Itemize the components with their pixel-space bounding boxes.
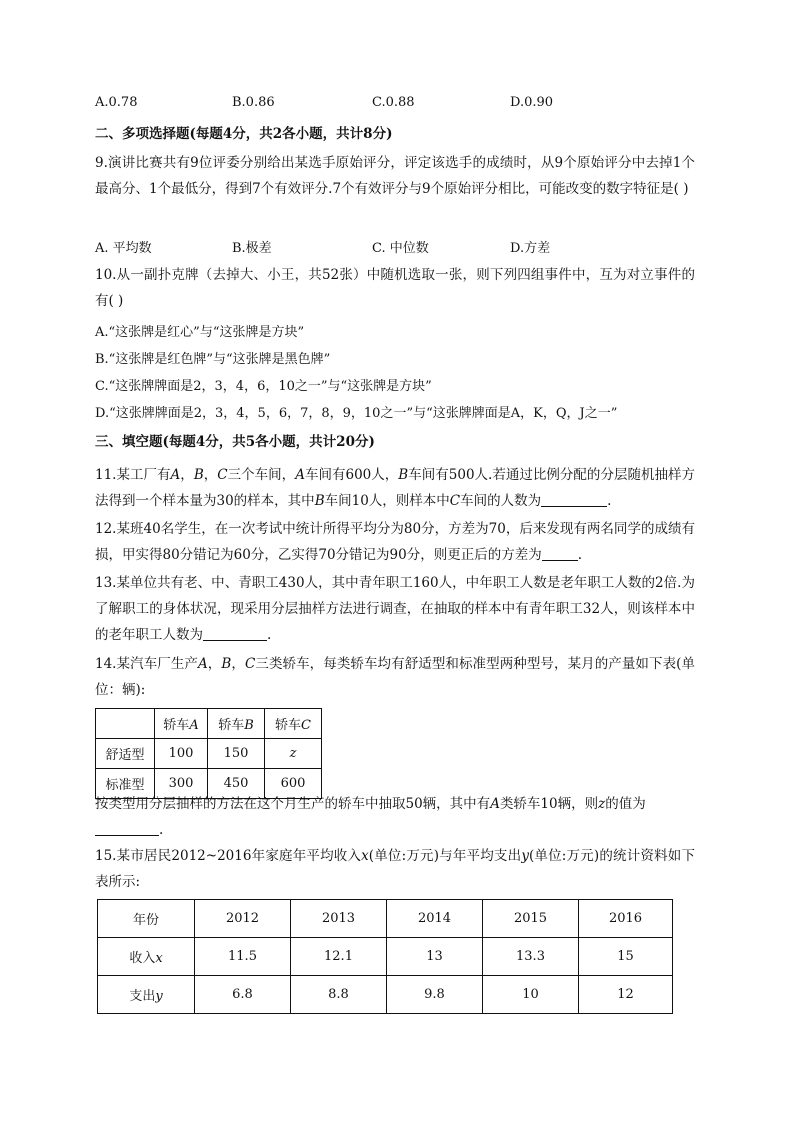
table-header-cell: 轿车B [208,709,265,739]
q14-table [95,708,322,799]
q9-option-d: D.方差 [510,241,551,256]
q11-answer-blank[interactable] [541,492,607,507]
table-cell: 100 [155,739,208,769]
q8-option-c: C.0.88 [372,95,415,110]
q15-table [97,899,673,1014]
q13-text: 13.某单位共有老、中、青职工430人，其中青年职工160人，中年职工人数是老年职工人数的2倍.为了解职工的身体状况，现采用分层抽样方法进行调查，在抽取的样本中有青年职工32人，则该样本中的老年职工人数为 . [95,575,695,643]
q8-options [95,95,715,115]
q11-text: 11.某工厂有A，B，C三个车间，A车间有600人，B车间有500人.若通过比例分配的分层随机抽样方法得到一个样本量为30的样本，其中B车间10人，则样本中C车间的人数为 . [95,467,696,509]
q9-option-c: C. 中位数 [372,241,429,256]
q10-text: 10.从一副扑克牌（去掉大、小王，共52张）中随机选取一张，则下列四组事件中，互为对立事件的有( ) [95,267,695,309]
table-cell: 舒适型 [96,739,155,769]
q8-option-d: D.0.90 [510,95,554,110]
table-row [96,739,322,769]
table-row [98,938,673,976]
table-cell: 12 [579,976,673,1014]
table-cell: 450 [208,769,265,799]
table-header-cell: 轿车C [265,709,322,739]
table-header-cell: 2016 [579,900,673,938]
table-header-cell: 2014 [387,900,483,938]
q8-option-a: A.0.78 [95,95,138,110]
table-cell: 13 [387,938,483,976]
table-header-cell: 2015 [483,900,579,938]
q9-option-a: A. 平均数 [95,241,152,256]
q15-text: 15.某市居民2012~2016年家庭年平均收入x(单位:万元)与年平均支出y(单位:万元)的统计资料如下表所示: [95,848,695,890]
table-cell: 13.3 [483,938,579,976]
table-header-cell: 轿车A [155,709,208,739]
table-cell: 150 [208,739,265,769]
table-cell: 11.5 [195,938,291,976]
table-cell: 收入x [98,938,195,976]
table-cell: 600 [265,769,322,799]
section-3-title: 三、填空题(每题4分，共5各小题，共计20分) [95,434,375,450]
q9-options [95,237,715,257]
table-cell: z [265,739,322,769]
table-cell: 15 [579,938,673,976]
q14-text: 14.某汽车厂生产A，B，C三类轿车，每类轿车均有舒适型和标准型两种型号，某月的产量如下表(单位：辆): [95,656,695,698]
q10-option-d: D.“这张牌牌面是2，3，4，5，6，7，8，9，10之一”与“这张牌牌面是A，K，Q，J之一” [95,406,618,421]
q13-answer-blank[interactable] [203,626,267,641]
table-cell: 12.1 [291,938,387,976]
table-cell [96,709,155,739]
q14-after-text: 按类型用分层抽样的方法在这个月生产的轿车中抽取50辆，其中有A类轿车10辆，则z的值为 . [95,796,646,838]
q10-option-a: A.“这张牌是红心”与“这张牌是方块” [95,325,305,340]
table-header-row [98,900,673,938]
table-cell: 300 [155,769,208,799]
table-cell: 10 [483,976,579,1014]
table-header-cell: 年份 [98,900,195,938]
table-cell: 9.8 [387,976,483,1014]
q12-answer-blank[interactable] [542,546,578,561]
q10-option-c: C.“这张牌牌面是2，3，4，6，10之一”与“这张牌是方块” [95,379,432,394]
table-header-cell: 2013 [291,900,387,938]
q9-text: 9.演讲比赛共有9位评委分别给出某选手原始评分，评定该选手的成绩时，从9个原始评分中去掉1个最高分、1个最低分，得到7个有效评分.7个有效评分与9个原始评分相比，可能改变的数字特征是( ) [95,155,695,197]
table-cell: 8.8 [291,976,387,1014]
table-row [98,976,673,1014]
q14-answer-blank[interactable] [95,821,159,836]
table-cell: 标准型 [96,769,155,799]
section-2-title: 二、多项选择题(每题4分，共2各小题，共计8分) [95,126,393,142]
table-cell: 支出y [98,976,195,1014]
q10-option-b: B.“这张牌是红色牌”与“这张牌是黑色牌” [95,352,331,367]
q9-option-b: B.极差 [232,241,272,256]
table-cell: 6.8 [195,976,291,1014]
q12-text: 12.某班40名学生，在一次考试中统计所得平均分为80分，方差为70，后来发现有两名同学的成绩有损，甲实得80分错记为60分，乙实得70分错记为90分，则更正后的方差为 . [95,521,695,563]
table-header-cell: 2012 [195,900,291,938]
table-header-row [96,709,322,739]
q8-option-b: B.0.86 [232,95,275,110]
